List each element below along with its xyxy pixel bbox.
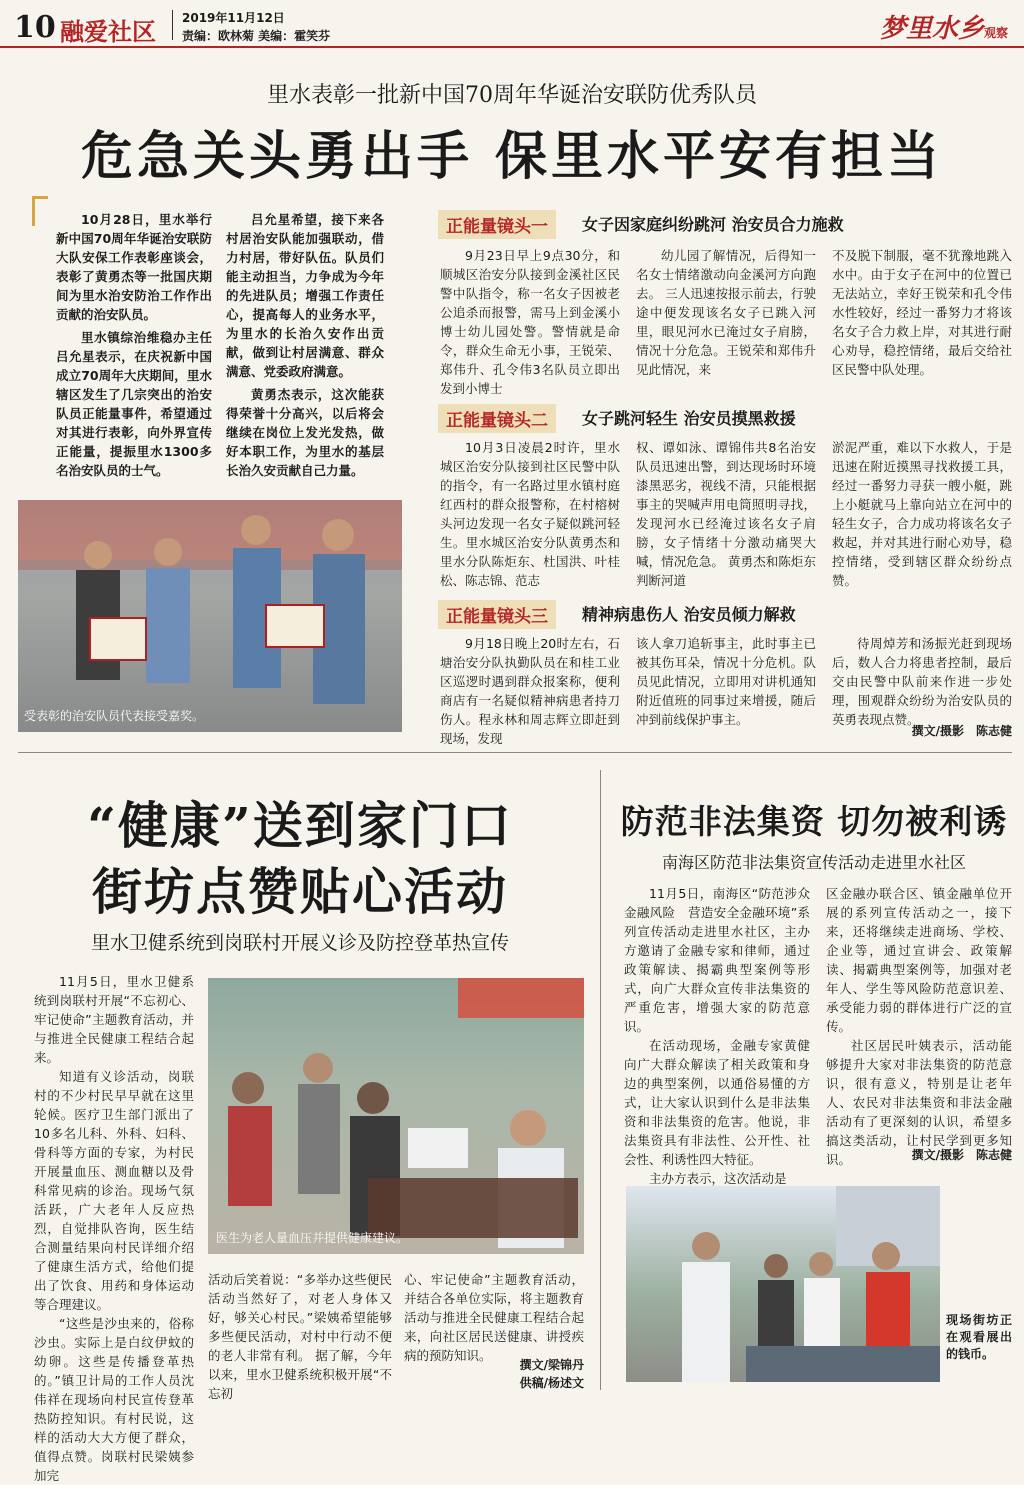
paragraph: 9月18日晚上20时左右，石塘治安分队执勤队员在和桂工业区巡逻时遇到群众报案称，便利商店有一名疑似精神病患者持刀伤人。程永林和周志辉立即赶到现场，发现 [440,636,620,746]
story2-headline-line1: “健康”送到家门口 [87,796,513,855]
lens3-label: 正能量镜头三 [438,600,556,629]
paragraph: 现场街坊正在观看展出的钱币。 [946,1313,1012,1361]
lens2-label: 正能量镜头二 [438,404,556,433]
story3-headline: 防范非法集资 切勿被利诱 [620,802,1008,841]
paragraph: “这些是沙虫来的，俗称沙虫。实际上是白纹伊蚊的幼卵。这些是传播登革热的。”镇卫计局的工作人员沈伟祥在现场向村民宣传登革热防控知识。有村民说，这样的活动大大方便了群众，值得点赞。岗联村民梁姨参加完 [34,1316,194,1483]
lens3-col2 [636,634,816,729]
street-photo [626,1186,940,1382]
award-photo [18,500,402,732]
story3-credit: 撰文/摄影 陈志健 [911,1148,1012,1162]
paragraph: 心、牢记使命”主题教育活动，并结合各单位实际，将主题教育活动与推进全民健康工程结合起来，向社区居民送健康、讲授疾病的预防知识。 [404,1272,584,1363]
lens3-title: 精神病患伤人 治安员倾力解救 [582,605,796,624]
story1-intro-col2 [226,210,384,480]
clinic-photo [208,978,584,1254]
paragraph: 10月3日凌晨2时许，里水城区治安分队接到社区民警中队的指令，有一名路过里水镇村庭红西村的群众报警称，在村榕树头河边发现一名女子疑似跳河轻生。里水城区治安分队黄勇杰和里水分队陈炬东、杜国洪、叶桂松、陈志锦、范志 [440,440,620,588]
lens1-col3 [832,246,1012,379]
paragraph: 11月5日，南海区“防范涉众金融风险 营造安全金融环境”系列宣传活动走进里水社区，主办方邀请了金融专家和律师，通过政策解读、揭霸典型案例等形式，向广大群众宣传非法集资的严重危害，增强大家的防范意识。 [624,886,810,1034]
paragraph: 社区居民叶姨表示，活动能够提升大家对非法集资的防范意识，很有意义，特别是让老年人、农民对非法集资和非法金融活动有了更深刻的认识，希望多搞这类活动，让村民学到更多知识。 [826,1038,1012,1167]
paragraph: 该人拿刀追斩事主，此时事主已被其伤耳朵，情况十分危机。队员见此情况，立即用对讲机通知附近值班的同事过来增援，随后冲到前线保护事主。 [636,636,816,727]
street-photo-illustration [626,1186,940,1382]
lens2-col2 [636,438,816,590]
masthead-divider [172,10,173,40]
corner-bracket [32,196,48,226]
street-photo-caption [946,1312,1012,1363]
lens3-col3 [832,634,1012,729]
award-photo-caption: 受表彰的治安队员代表接受嘉奖。 [24,709,205,723]
story2-credit-supplier: 供稿/杨述文 [519,1376,584,1390]
editors-credit: 责编：欧林菊 美编：霍笑芬 [182,29,331,43]
story2-col2 [208,1270,392,1403]
clinic-photo-caption: 医生为老人量血压并提供健康建议。 [216,1231,409,1245]
paragraph: 权、谭如泳、谭锦伟共8名治安队员迅速出警，到达现场时环境漆黑恶劣，视线不清，只能根据事主的哭喊声用电筒照明寻找，发现河水已经淹过该名女子肩膀，女子情绪十分激动痛哭大喊，情况危急。 黄勇杰和陈炬东判断河道 [636,440,816,588]
paragraph: 在活动现场，金融专家黄健向广大群众解读了相关政策和身边的典型案例，以通俗易懂的方式，让大家认识到什么是非法集资和非法集资的危害。他说，非法集资具有非法性、公开性、社会性、利诱性四大特征。 [624,1038,810,1167]
brand-tag: 观察 [983,26,1008,40]
paragraph: 吕允星希望，接下来各村居治安队能加强联动，借力村居，带好队伍。队员们能主动担当，力争成为今年的先进队员；增强工作责任心，提高每人的业务水平，为里水的长治久安作出贡献，做到让村居满意、群众满意、党委政府满意。 [226,212,384,379]
brand-name: 梦里水乡 [879,14,984,44]
story2-subhead: 里水卫健系统到岗联村开展义诊及防控登革热宣传 [90,932,509,954]
story2-col3 [404,1270,584,1365]
story1-subhead: 里水表彰一批新中国70周年华诞治安联防优秀队员 [267,83,757,108]
lens1-label: 正能量镜头一 [438,210,556,239]
clinic-photo-illustration [208,978,584,1254]
paragraph: 活动后笑着说：“多举办这些便民活动当然好了，对老人身体又好，够关心村民。”梁姨希望能够多些便民活动，对村中行动不便的老人非常有利。 据了解，今年以来，里水卫健系统积极开展“不忘初 [208,1272,392,1401]
lens2-title: 女子跳河轻生 治安员摸黑救援 [582,409,796,428]
section-divider [18,752,1012,753]
paragraph: 9月23日早上9点30分，和顺城区治安分队接到金溪社区民警中队指令，称一名女子因被老公追杀而报警，需马上到金溪小博士幼儿园处警。警情就是命令，群众生命无小事，王锐荣、郑伟升、孔令伟3名队员立即出发到小博士 [440,248,620,396]
issue-date: 2019年11月12日 [182,11,285,25]
story2-col1 [34,972,194,1485]
paragraph: 黄勇杰表示，这次能获得荣誉十分高兴，以后将会继续在岗位上发光发热，做好本职工作，为里水的基层长治久安贡献自己力量。 [226,387,384,478]
story3-col1 [624,884,810,1188]
paragraph: 里水镇综治维稳办主任吕允星表示，在庆祝新中国成立70周年大庆期间，里水辖区发生了几宗突出的治安队员正能量事件，希望通过对其进行表彰，向外界宣传正能量，提振里水1300多名治安队员的士气。 [56,330,212,478]
paragraph: 幼儿园了解情况，后得知一名女士情绪激动向金溪河方向跑去。 三人迅速按报示前去，行驶途中便发现该名女子已跳入河里，眼见河水已淹过女子肩膀，情况十分危急。王锐荣和郑伟升见此情况，来 [636,248,816,377]
story1-intro-col1 [56,210,212,480]
story1-credit: 撰文/摄影 陈志健 [911,724,1012,738]
paragraph: 区金融办联合区、镇金融单位开展的系列宣传活动之一，接下来，还将继续走进商场、学校、企业等，通过宣讲会、政策解读、揭霸典型案例等，加强对老年人、学生等风险防范意识差、承受能力弱的群体进行广泛的宣传。 [826,886,1012,1034]
paragraph: 待周焯芳和汤振光赶到现场后，数人合力将患者控制，最后交由民警中队前来作进一步处理，围观群众纷纷为治安队员的英勇表现点赞。 [832,636,1012,727]
paragraph: 10月28日，里水举行新中国70周年华诞治安联防大队安保工作表彰座谈会，表彰了黄勇杰等一批国庆期间为里水治安防治工作作出贡献的治安队员。 [56,212,212,322]
lens2-col1 [440,438,620,590]
lens1-col2 [636,246,816,379]
lens2-col3 [832,438,1012,590]
paragraph: 11月5日，里水卫健系统到岗联村开展“不忘初心、牢记使命”主题教育活动，并与推进全民健康工程结合起来。 [34,974,194,1065]
paragraph: 不及脱下制服，毫不犹豫地跳入水中。由于女子在河中的位置已无法站立，幸好王锐荣和孔令伟水性较好，经过一番努力才将该名女子合力救上岸，对其进行耐心劝导，稳控情绪，最后交给社区民警中队处理。 [832,248,1012,377]
story3-subhead: 南海区防范非法集资宣传活动走进里水社区 [661,853,966,872]
lens1-col1 [440,246,620,398]
paragraph: 主办方表示，这次活动是 [649,1171,787,1186]
story1-headline: 危急关头勇出手 保里水平安有担当 [80,126,944,187]
story3-col2 [826,884,1012,1169]
story2-headline-line2: 街坊点赞贴心活动 [92,862,508,921]
page-number: 10 [14,10,56,45]
story2-credit-writer: 撰文/梁锦丹 [519,1358,584,1372]
paragraph: 知道有义诊活动，岗联村的不少村民早早就在这里轮候。医疗卫生部门派出了10多名儿科、外科、妇科、骨科等方面的专家，为村民开展量血压、测血糖以及骨科常见病的诊治。现场气氛活跃，广大老年人反应热烈，自觉排队咨询，医生结合测量结果向村民详细介绍了健康生活方式，给他们提出了饮食、用药和身体运动等合理建议。 [34,1069,194,1312]
lens1-title: 女子因家庭纠纷跳河 治安员合力施救 [582,215,844,234]
masthead [0,0,1024,48]
lens3-col1 [440,634,620,748]
column-divider [600,770,601,1390]
brand-logo [880,8,1008,45]
paragraph: 淤泥严重，难以下水救人，于是迅速在附近摸黑寻找救援工具，经过一番努力寻获一艘小艇，跳上小艇就马上靠向站立在河中的轻生女子，合力成功将该名女子救起，并对其进行耐心劝导，稳控情绪，受到辖区群众纷纷点赞。 [832,440,1012,588]
award-photo-illustration [18,500,402,732]
section-title: 融爱社区 [60,17,156,46]
